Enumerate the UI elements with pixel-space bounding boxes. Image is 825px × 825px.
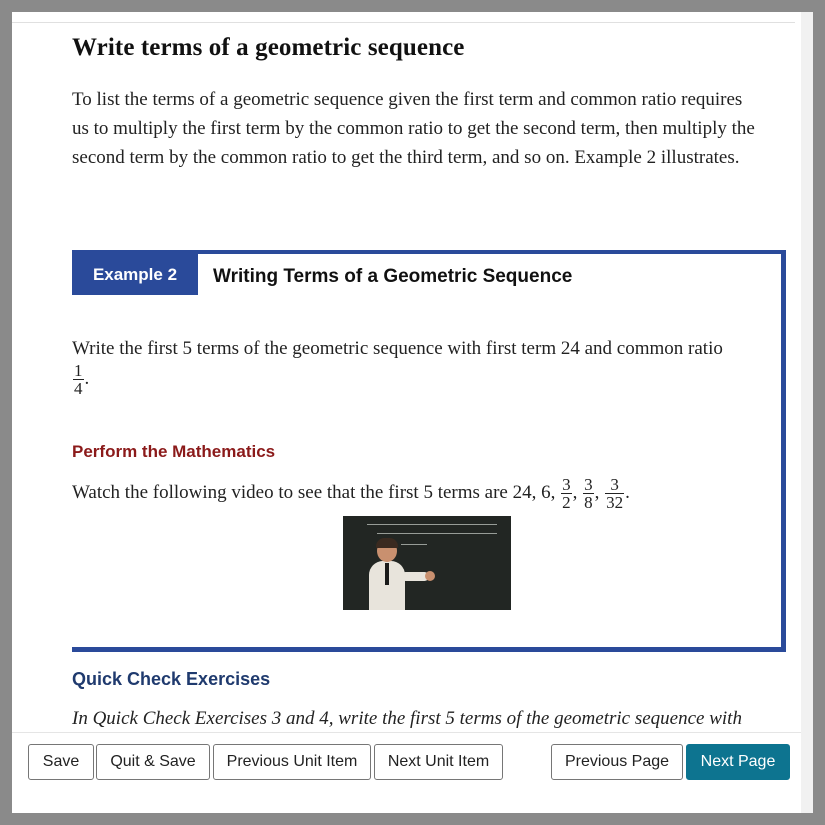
example-label: Example 2 <box>72 254 198 295</box>
quick-check-text: In Quick Check Exercises 3 and 4, write the first 5 terms of the geometric sequence with <box>72 708 742 729</box>
previous-unit-item-button[interactable]: Previous Unit Item <box>213 744 371 780</box>
ratio-numerator: 1 <box>74 361 83 380</box>
term-denominator: 8 <box>584 493 593 512</box>
example-title: Writing Terms of a Geometric Sequence <box>213 266 573 287</box>
content-frame <box>12 12 813 813</box>
vertical-scrollbar[interactable] <box>801 12 813 813</box>
previous-page-button[interactable]: Previous Page <box>551 744 683 780</box>
term-fraction <box>583 476 594 511</box>
chalk-line <box>377 533 497 534</box>
presenter-hand <box>425 571 435 581</box>
ratio-denominator: 4 <box>74 379 83 398</box>
problem-text: Write the first 5 terms of the geometric sequence with first term 24 and common ratio <box>72 338 723 359</box>
watch-sentence: Watch the following video to see that the first 5 terms are 24, 6, $\frac{3}{2}$ , $\frac{3}{8}$ , $\frac{3}{32}$ . <box>72 475 630 512</box>
term-fraction <box>561 476 572 511</box>
intro-line: To list the terms of a geometric sequence given the first term and common ratio requires <box>72 89 743 110</box>
next-page-button[interactable]: Next Page <box>686 744 790 780</box>
terms-plain: 24, 6, <box>512 481 556 503</box>
ratio-fraction <box>73 362 84 397</box>
chalk-line <box>367 524 497 525</box>
term-numerator: 3 <box>562 475 571 494</box>
save-button[interactable]: Save <box>28 744 94 780</box>
presenter-tie <box>385 563 389 585</box>
content-scroll-area[interactable] <box>12 12 801 732</box>
intro-paragraph <box>72 85 801 172</box>
term-numerator: 3 <box>605 476 624 494</box>
watch-text: Watch the following video to see that the first 5 terms are <box>72 481 508 503</box>
term-denominator: 32 <box>606 493 624 512</box>
video-thumbnail[interactable] <box>343 516 511 610</box>
top-divider <box>12 22 795 23</box>
term-denominator: 2 <box>562 493 571 512</box>
intro-line: us to multiply the first term by the common ratio to get the second term, then multiply the <box>72 118 755 139</box>
chalk-line <box>401 544 427 545</box>
section-title: Write terms of a geometric sequence <box>72 34 465 61</box>
next-unit-item-button[interactable]: Next Unit Item <box>374 744 503 780</box>
presenter-hair <box>376 538 398 548</box>
quit-save-button[interactable]: Quit & Save <box>96 744 210 780</box>
quick-check-heading: Quick Check Exercises <box>72 669 271 689</box>
navigation-toolbar <box>12 732 801 813</box>
intro-line: second term by the common ratio to get the third term, and so on. Example 2 illustrates. <box>72 147 740 168</box>
example-problem: Write the first 5 terms of the geometric sequence with first term 24 and common ratio $\frac{1}{4}$ . <box>72 338 723 398</box>
term-numerator: 3 <box>584 475 593 494</box>
example-box <box>72 250 786 652</box>
perform-heading: Perform the Mathematics <box>72 442 276 461</box>
term-fraction <box>605 476 624 511</box>
